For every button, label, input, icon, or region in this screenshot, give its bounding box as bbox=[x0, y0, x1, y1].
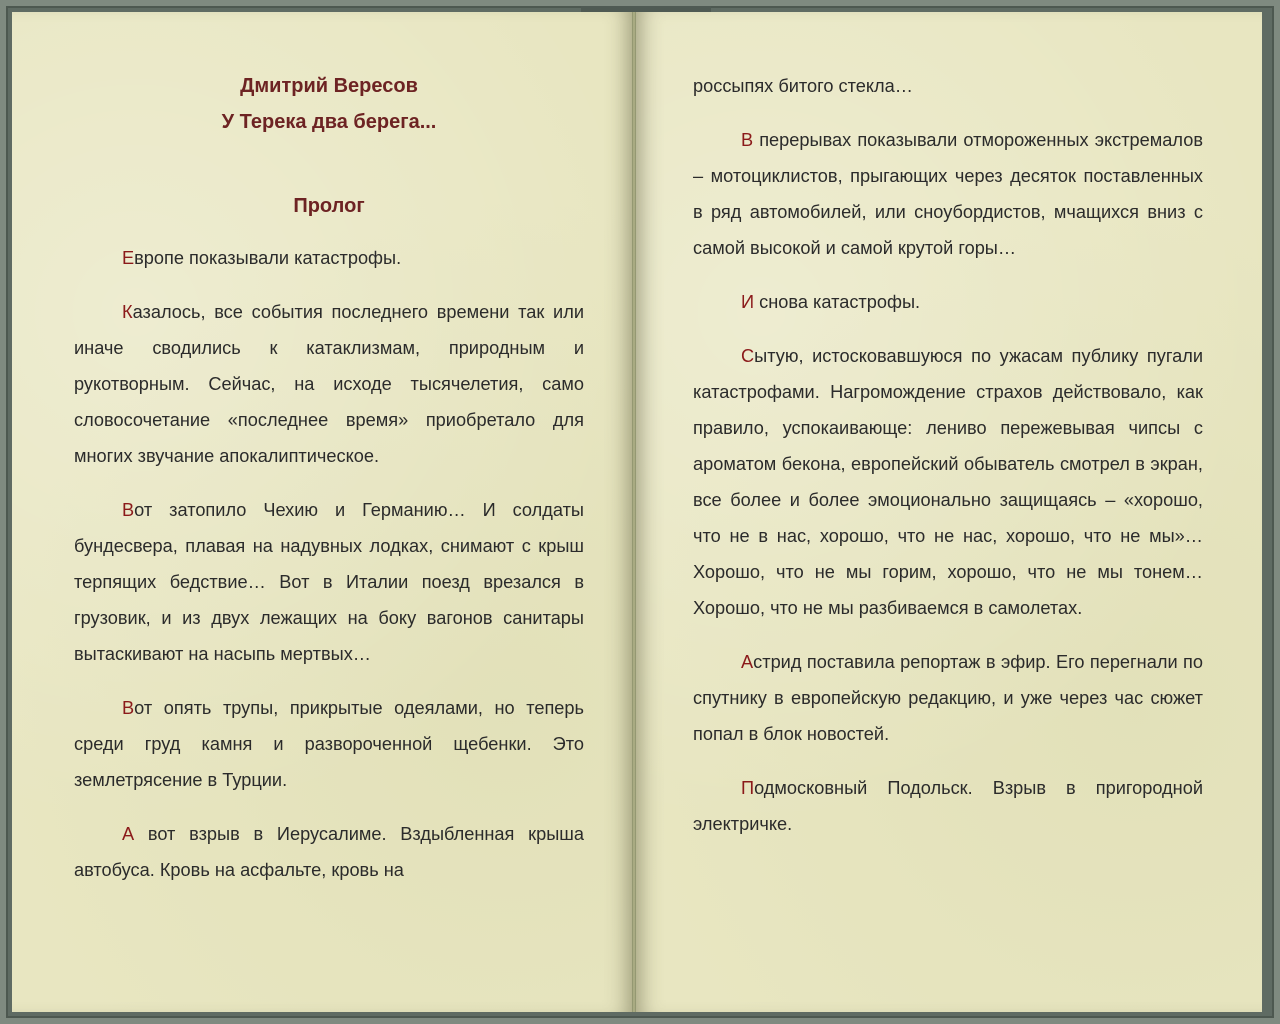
paragraph-text: ытую, истосковавшуюся по ужасам публику пугали катастрофами. Нагромождение страхов действовало, как правило, успокаивающе: лениво пережевывая чипсы с ароматом бекона, европейский обыватель смотрел в экран, все более и более эмоционально защищаясь – «хорошо, что не в нас, хорошо, что не нас, хорошо, что не мы»… Хорошо, что не мы горим, хорошо, что не мы тонем… Хорошо, что не мы разбиваемся в самолетах. bbox=[693, 346, 1203, 618]
paragraph bbox=[74, 816, 584, 888]
chapter-title: Пролог bbox=[293, 195, 365, 217]
drop-letter: А bbox=[122, 824, 135, 844]
drop-letter: И bbox=[741, 292, 755, 312]
drop-letter: К bbox=[122, 302, 133, 322]
paragraph bbox=[693, 284, 1203, 320]
paragraph-text: вот взрыв в Иерусалиме. Вздыбленная крыша автобуса. Кровь на асфальте, кровь на bbox=[74, 824, 584, 880]
book-reader bbox=[6, 6, 1274, 1018]
paragraph bbox=[693, 770, 1203, 842]
book-title: У Терека два берега... bbox=[221, 111, 437, 133]
paragraph-text: снова катастрофы. bbox=[754, 292, 921, 312]
continuation-text: россыпях битого стекла… bbox=[693, 76, 913, 96]
drop-letter: В bbox=[122, 698, 135, 718]
drop-letter: Е bbox=[122, 248, 135, 268]
paragraph-text: стрид поставила репортаж в эфир. Его перегнали по спутнику в европейскую редакцию, и уже через час сюжет попал в блок новостей. bbox=[693, 652, 1203, 744]
paragraph bbox=[693, 644, 1203, 752]
paragraph-text: одмосковный Подольск. Взрыв в пригородной электричке. bbox=[693, 778, 1203, 834]
paragraph-text: азалось, все события последнего времени так или иначе сводились к катаклизмам, природным и рукотворным. Сейчас, на исходе тысячелетия, само словосочетание «последнее время» приобретало для многих звучание апокалиптическое. bbox=[74, 302, 584, 466]
paragraph-text: от опять трупы, прикрытые одеялами, но теперь среди груд камня и развороченной щебенки. Это землетрясение в Турции. bbox=[74, 698, 584, 790]
drop-letter: В bbox=[741, 130, 754, 150]
author-name: Дмитрий Вересов bbox=[240, 75, 418, 97]
left-page bbox=[12, 12, 632, 1012]
paragraph bbox=[693, 122, 1203, 266]
drop-letter: А bbox=[741, 652, 754, 672]
paragraph bbox=[74, 690, 584, 798]
right-page-content bbox=[693, 68, 1203, 860]
left-page-content bbox=[74, 68, 584, 906]
paragraph-text: вропе показывали катастрофы. bbox=[134, 248, 402, 268]
paragraph bbox=[74, 492, 584, 672]
paragraph-text: перерывах показывали отмороженных экстремалов – мотоциклистов, прыгающих через десяток поставленных в ряд автомобилей, или сноубордистов, мчащихся вниз с самой высокой и самой крутой горы… bbox=[693, 130, 1203, 258]
drop-letter: П bbox=[741, 778, 755, 798]
paragraph-text: от затопило Чехию и Германию… И солдаты бундесвера, плавая на надувных лодках, снимают с крыш терпящих бедствие… Вот в Италии поезд врезался в грузовик, и из двух лежащих на боку вагонов санитары вытаскивают на насыпь мертвых… bbox=[74, 500, 584, 664]
paragraph bbox=[693, 338, 1203, 626]
drop-letter: В bbox=[122, 500, 135, 520]
right-page bbox=[636, 12, 1262, 1012]
paragraph bbox=[74, 240, 584, 276]
paragraph bbox=[74, 294, 584, 474]
drop-letter: С bbox=[741, 346, 755, 366]
